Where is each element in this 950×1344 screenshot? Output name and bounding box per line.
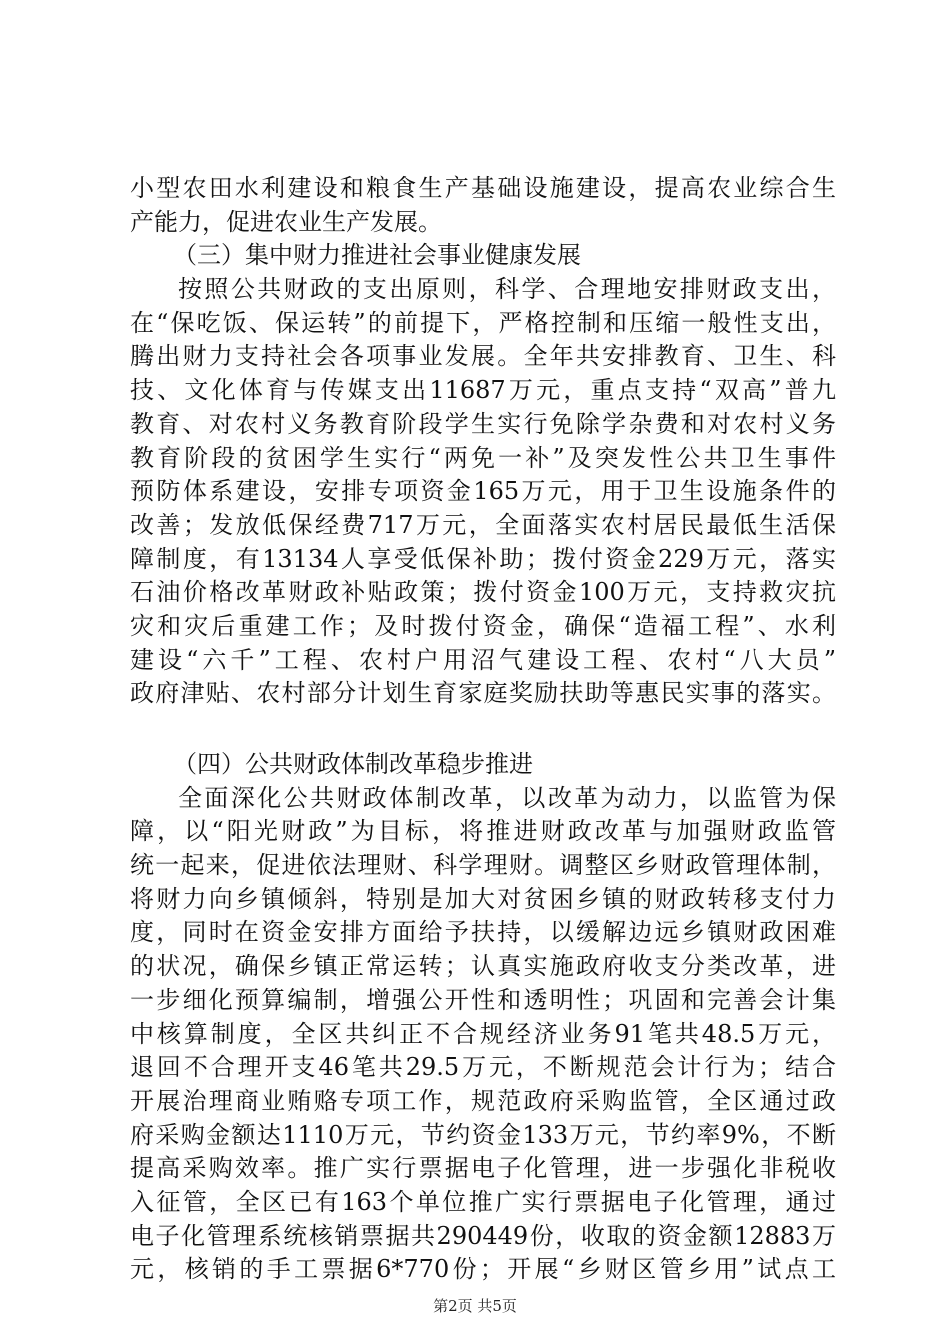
paragraph-line: 度，同时在资金安排方面给予扶持，以缓解边远乡镇财政困难 — [130, 918, 836, 947]
paragraph-line: 障，以“阳光财政”为目标，将推进财政改革与加强财政监管 — [130, 817, 836, 846]
paragraph-line: 政府津贴、农村部分计划生育家庭奖励扶助等惠民实事的落实。 — [130, 679, 836, 708]
paragraph-line: 开展治理商业贿赂专项工作，规范政府采购监管，全区通过政 — [130, 1086, 836, 1115]
paragraph-gap — [130, 711, 836, 748]
paragraph-line: 教育阶段的贫困学生实行“两免一补”及突发性公共卫生事件 — [130, 443, 836, 472]
paragraph-line: 小型农田水利建设和粮食生产基础设施建设，提高农业综合生 — [130, 174, 836, 202]
paragraph-line: 将财力向乡镇倾斜，特别是加大对贫困乡镇的财政转移支付力 — [130, 884, 836, 913]
paragraph-line: 统一起来，促进依法理财、科学理财。调整区乡财政管理体制， — [130, 851, 836, 880]
paragraph-line: 全面深化公共财政体制改革，以改革为动力，以监管为保 — [178, 783, 836, 812]
document-body — [130, 172, 836, 1287]
paragraph-line: 教育、对农村义务教育阶段学生实行免除学杂费和对农村义务 — [130, 409, 836, 438]
paragraph-line: 在“保吃饭、保运转”的前提下，严格控制和压缩一般性支出， — [130, 308, 836, 337]
paragraph-line: 电子化管理系统核销票据共290449份，收取的资金额12883万 — [130, 1221, 836, 1250]
paragraph-line: 的状况，确保乡镇正常运转；认真实施政府收支分类改革，进 — [130, 952, 836, 981]
paragraph-line: 中核算制度，全区共纠正不合规经济业务91笔共48.5万元， — [130, 1019, 836, 1048]
paragraph-line: 预防体系建设，安排专项资金165万元，用于卫生设施条件的 — [130, 477, 836, 506]
paragraph-line: 入征管，全区已有163个单位推广实行票据电子化管理，通过 — [130, 1187, 836, 1216]
paragraph-line: 府采购金额达1110万元，节约资金133万元，节约率9%，不断 — [130, 1120, 836, 1149]
paragraph-line: 灾和灾后重建工作；及时拨付资金，确保“造福工程”、水利 — [130, 611, 836, 640]
paragraph-line: 改善；发放低保经费717万元，全面落实农村居民最低生活保 — [130, 510, 836, 539]
paragraph-line: 建设“六千”工程、农村户用沼气建设工程、农村“八大员” — [130, 645, 836, 674]
paragraph-line: 元，核销的手工票据6*770份；开展“乡财区管乡用”试点工 — [130, 1255, 836, 1284]
paragraph-line: 技、文化体育与传媒支出11687万元，重点支持“双高”普九 — [130, 376, 836, 405]
paragraph-line: 按照公共财政的支出原则，科学、合理地安排财政支出， — [178, 275, 836, 304]
paragraph-line: 退回不合理开支46笔共29.5万元，不断规范会计行为；结合 — [130, 1053, 836, 1082]
paragraph-line: 石油价格改革财政补贴政策；拨付资金100万元，支持救灾抗 — [130, 578, 836, 607]
section-heading: （四）公共财政体制改革稳步推进 — [173, 750, 533, 778]
paragraph-line: 产能力，促进农业生产发展。 — [130, 207, 442, 236]
section-heading: （三）集中财力推进社会事业健康发展 — [173, 241, 581, 270]
paragraph-line: 障制度，有13134人享受低保补助；拨付资金229万元，落实 — [130, 544, 836, 573]
paragraph-line: 提高采购效率。推广实行票据电子化管理，进一步强化非税收 — [130, 1154, 836, 1183]
page-number-footer: 第2页 共5页 — [433, 1297, 517, 1315]
paragraph-line: 腾出财力支持社会各项事业发展。全年共安排教育、卫生、科 — [130, 342, 836, 371]
paragraph-line: 一步细化预算编制，增强公开性和透明性；巩固和完善会计集 — [130, 985, 836, 1014]
